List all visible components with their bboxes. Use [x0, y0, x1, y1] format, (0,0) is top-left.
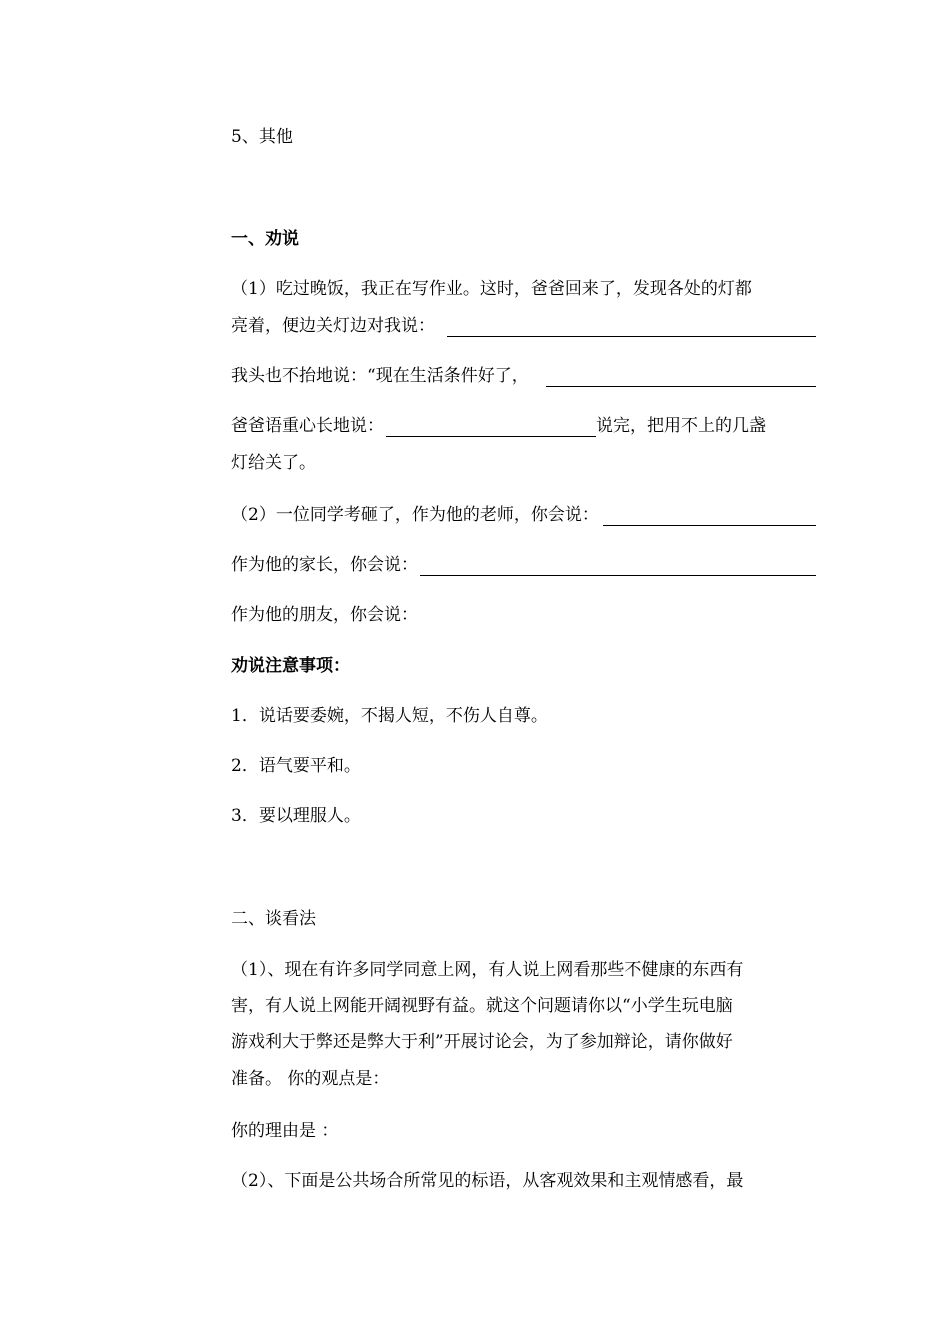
question-1-text-2: 亮着，便边关灯边对我说： [231, 316, 435, 336]
note-3-text: 3．要以理服人。 [231, 806, 361, 826]
question-2-text-3: 作为他的朋友，你会说： [231, 605, 418, 625]
note-item [231, 705, 816, 727]
question-2-text-2: 作为他的家长，你会说： [231, 555, 418, 575]
paragraph-1-text-2: 害，有人说上网能开阔视野有益。就这个问题请你以“小学生玩电脑 [231, 996, 733, 1016]
section-1-title: 一、劝说 [231, 229, 299, 249]
question-2-line-1 [231, 504, 816, 526]
question-1-text-3: 我头也不抬地说：“现在生活条件好了， [231, 366, 529, 386]
paragraph-1-line-2 [231, 995, 816, 1017]
notes-heading [231, 655, 816, 677]
answer-blank-parent[interactable] [420, 557, 816, 576]
paragraph-1-line-5 [231, 1120, 816, 1142]
notes-title: 劝说注意事项： [231, 656, 350, 676]
question-1-text-5: 灯给关了。 [231, 453, 316, 473]
paragraph-1-line-3 [231, 1031, 816, 1053]
question-1-line-4 [231, 415, 816, 437]
question-1-text-1: （1）吃过晚饭，我正在写作业。这时，爸爸回来了，发现各处的灯都 [231, 279, 752, 299]
section-2-title: 二、谈看法 [231, 909, 316, 929]
question-1-line-1 [231, 278, 816, 300]
section-1-heading [231, 228, 816, 250]
paragraph-1-line-4 [231, 1068, 816, 1090]
paragraph-1-text-1: （1）、现在有许多同学同意上网，有人说上网看那些不健康的东西有 [231, 960, 744, 980]
paragraph-1-text-5: 你的理由是 ： [231, 1121, 339, 1141]
answer-blank-my-reply[interactable] [546, 368, 816, 387]
question-1-text-4b: 说完，把用不上的几盏 [596, 416, 766, 436]
note-item [231, 805, 816, 827]
question-1-line-2 [231, 315, 816, 337]
note-2-text: 2．语气要平和。 [231, 756, 361, 776]
question-1-line-5 [231, 452, 816, 474]
answer-blank-dad-advice[interactable] [386, 418, 596, 437]
question-2-text-1: （2）一位同学考砸了，作为他的老师，你会说： [231, 505, 599, 525]
question-1-text-4a: 爸爸语重心长地说： [231, 416, 384, 436]
answer-blank-teacher[interactable] [603, 507, 816, 526]
item-5 [231, 126, 816, 148]
paragraph-2-line-1 [231, 1170, 816, 1192]
section-2-heading [231, 908, 816, 930]
paragraph-2-text-1: （2）、下面是公共场合所常见的标语，从客观效果和主观情感看，最 [231, 1171, 744, 1191]
note-item [231, 755, 816, 777]
question-1-line-3 [231, 365, 816, 387]
note-1-text: 1．说话要委婉，不揭人短，不伤人自尊。 [231, 706, 548, 726]
question-2-line-3 [231, 604, 816, 626]
question-2-line-2 [231, 554, 816, 576]
answer-blank-dad-says[interactable] [447, 318, 816, 337]
paragraph-1-text-3: 游戏利大于弊还是弊大于利”开展讨论会，为了参加辩论，请你做好 [231, 1032, 733, 1052]
paragraph-1-line-1 [231, 959, 816, 981]
item-5-text: 5、其他 [231, 127, 293, 147]
paragraph-1-text-4: 准备。 你的观点是： [231, 1069, 390, 1089]
